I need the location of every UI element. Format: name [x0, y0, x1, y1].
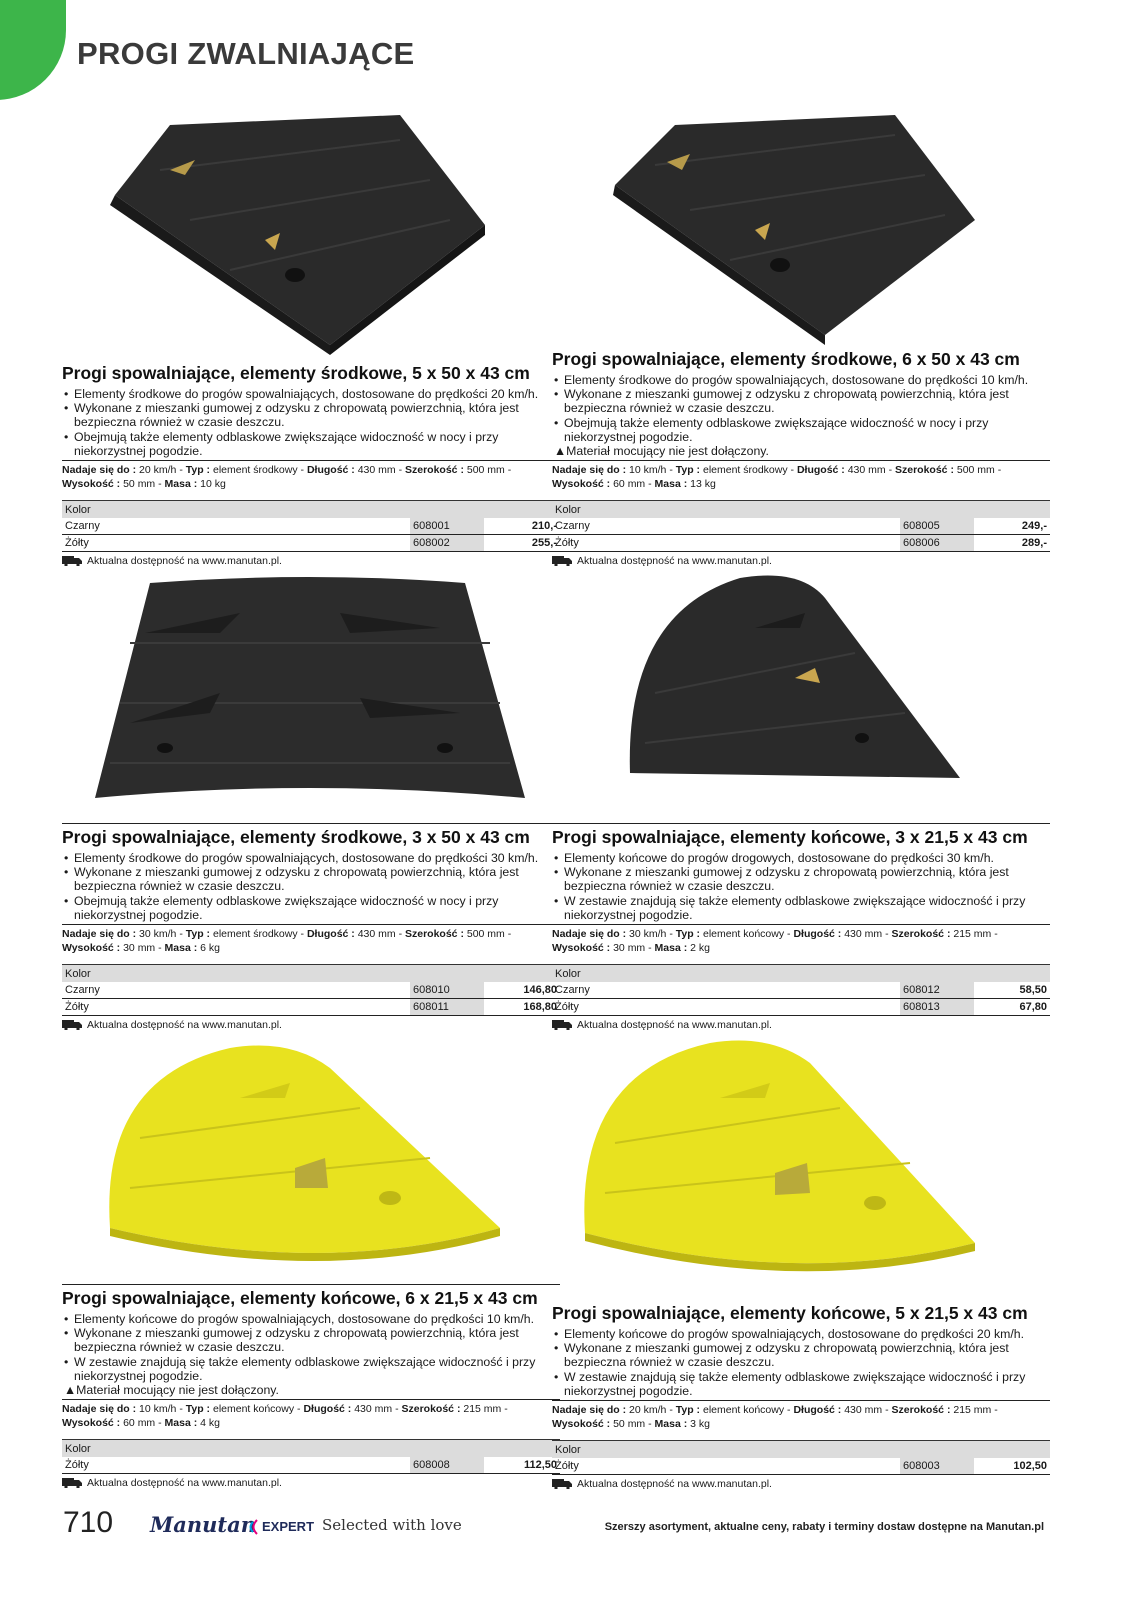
product-title: Progi spowalniające, elementy końcowe, 3 x 21,5 x 43 cm: [552, 823, 1050, 848]
table-row[interactable]: Czarny 608010 146,80: [62, 982, 560, 999]
availability-note[interactable]: Aktualna dostępność na www.manutan.pl.: [552, 555, 1050, 567]
page-footer: [0, 1506, 1139, 1546]
table-header: Kolor: [552, 501, 1050, 519]
brand-logo: Manutan: [150, 1512, 256, 1537]
feature-item: • W zestawie znajdują się także elementy odblaskowe zwiększające widoczność i przy niekorzystnej pogodzie.: [552, 1370, 1050, 1398]
product-title: Progi spowalniające, elementy środkowe, 5 x 50 x 43 cm: [62, 363, 530, 383]
feature-item: • W zestawie znajdują się także elementy odblaskowe zwiększające widoczność i przy niekorzystnej pogodzie.: [62, 1355, 560, 1383]
price-table: [62, 1439, 560, 1474]
truck-icon: [62, 1478, 82, 1488]
product-spec: Nadaje się do : 30 km/h - Typ : element środkowy - Długość : 430 mm - Szerokość : 500 mm - Wysokość : 30 mm - Masa : 6 kg: [62, 924, 560, 955]
price-table: [62, 964, 560, 1016]
product-image-608001: [100, 110, 500, 355]
product-block: [62, 823, 560, 1031]
feature-item: • Wykonane z mieszanki gumowej z odzysku z chropowatą powierzchnią, która jest bezpieczna również w czasie deszczu.: [62, 401, 560, 429]
truck-icon: [552, 556, 572, 566]
table-row[interactable]: Żółty 608002 255,-: [62, 535, 560, 552]
table-row[interactable]: Czarny 608012 58,50: [552, 982, 1050, 999]
product-image-608005: [605, 110, 1005, 345]
table-header: Kolor: [552, 965, 1050, 983]
feature-item: • Elementy środkowe do progów spowalniających, dostosowane do prędkości 30 km/h.: [62, 851, 560, 865]
availability-note[interactable]: Aktualna dostępność na www.manutan.pl.: [62, 1019, 560, 1031]
price-table: [62, 500, 560, 552]
feature-item: • Obejmują także elementy odblaskowe zwiększające widoczność w nocy i przy niekorzystnej pogodzie.: [62, 430, 560, 458]
product-title: Progi spowalniające, elementy końcowe, 5 x 21,5 x 43 cm: [552, 1303, 1028, 1323]
table-row[interactable]: Żółty 608006 289,-: [552, 535, 1050, 552]
table-header: Kolor: [62, 1440, 560, 1458]
product-block: [552, 346, 1050, 567]
product-block: [552, 1300, 1050, 1490]
price-table: [552, 500, 1050, 552]
price-table: [552, 964, 1050, 1016]
product-block: [62, 1284, 560, 1489]
table-row[interactable]: Czarny 608001 210,-: [62, 518, 560, 535]
feature-item: • Wykonane z mieszanki gumowej z odzysku z chropowatą powierzchnią, która jest bezpieczna również w czasie deszczu.: [62, 865, 560, 893]
availability-note[interactable]: Aktualna dostępność na www.manutan.pl.: [62, 555, 560, 567]
corner-accent: [0, 0, 66, 100]
table-header: Kolor: [62, 501, 560, 519]
price-table: [552, 1440, 1050, 1475]
page-number: 710: [63, 1506, 114, 1539]
product-title: Progi spowalniające, elementy środkowe, 3 x 50 x 43 cm: [62, 823, 560, 848]
table-row[interactable]: Żółty 608011 168,80: [62, 999, 560, 1016]
product-spec: Nadaje się do : 20 km/h - Typ : element końcowy - Długość : 430 mm - Szerokość : 215 mm - Wysokość : 50 mm - Masa : 3 kg: [552, 1400, 1050, 1431]
brand-sub: EXPERT: [262, 1519, 315, 1534]
availability-note[interactable]: Aktualna dostępność na www.manutan.pl.: [62, 1477, 560, 1489]
product-image-608012: [625, 573, 975, 808]
feature-item: • Wykonane z mieszanki gumowej z odzysku z chropowatą powierzchnią, która jest bezpieczna również w czasie deszczu.: [552, 865, 1050, 893]
page-title: PROGI ZWALNIAJĄCE: [77, 36, 415, 71]
feature-item: • Elementy końcowe do progów spowalniających, dostosowane do prędkości 10 km/h.: [62, 1312, 560, 1326]
feature-item: • Elementy środkowe do progów spowalniających, dostosowane do prędkości 20 km/h.: [62, 387, 560, 401]
product-spec: Nadaje się do : 10 km/h - Typ : element środkowy - Długość : 430 mm - Szerokość : 500 mm - Wysokość : 60 mm - Masa : 13 kg: [552, 460, 1050, 491]
truck-icon: [552, 1479, 572, 1489]
table-header: Kolor: [62, 965, 560, 983]
availability-note[interactable]: Aktualna dostępność na www.manutan.pl.: [552, 1019, 1050, 1031]
footnote[interactable]: Szerszy asortyment, aktualne ceny, rabaty i terminy dostaw dostępne na Manutan.pl: [604, 1521, 1044, 1533]
table-row[interactable]: Czarny 608005 249,-: [552, 518, 1050, 535]
mounting-note: ▲Materiał mocujący nie jest dołączony.: [64, 1383, 279, 1398]
feature-item: • W zestawie znajdują się także elementy odblaskowe zwiększające widoczność i przy niekorzystnej pogodzie.: [552, 894, 1050, 922]
feature-item: • Elementy środkowe do progów spowalniających, dostosowane do prędkości 10 km/h.: [552, 373, 1050, 387]
truck-icon: [552, 1020, 572, 1030]
truck-icon: [62, 556, 82, 566]
brand-waves-icon: [247, 1519, 261, 1535]
feature-item: • Wykonane z mieszanki gumowej z odzysku z chropowatą powierzchnią, która jest bezpieczna również w czasie deszczu.: [552, 1341, 1050, 1369]
product-image-608008: [100, 1038, 505, 1273]
table-row[interactable]: Żółty 608013 67,80: [552, 999, 1050, 1016]
table-row[interactable]: Żółty 608003 102,50: [552, 1458, 1050, 1475]
feature-item: • Elementy końcowe do progów drogowych, dostosowane do prędkości 30 km/h.: [552, 851, 1050, 865]
feature-item: • Wykonane z mieszanki gumowej z odzysku z chropowatą powierzchnią, która jest bezpieczna również w czasie deszczu.: [62, 1326, 560, 1354]
slogan: Selected with love: [322, 1516, 462, 1534]
table-header: Kolor: [552, 1441, 1050, 1459]
product-spec: Nadaje się do : 10 km/h - Typ : element końcowy - Długość : 430 mm - Szerokość : 215 mm - Wysokość : 60 mm - Masa : 4 kg: [62, 1399, 560, 1430]
product-spec: Nadaje się do : 20 km/h - Typ : element środkowy - Długość : 430 mm - Szerokość : 500 mm - Wysokość : 50 mm - Masa : 10 kg: [62, 460, 560, 491]
table-row[interactable]: Żółty 608008 112,50: [62, 1457, 560, 1474]
feature-item: • Wykonane z mieszanki gumowej z odzysku z chropowatą powierzchnią, która jest bezpieczna również w czasie deszczu.: [552, 387, 1050, 415]
product-spec: Nadaje się do : 30 km/h - Typ : element końcowy - Długość : 430 mm - Szerokość : 215 mm - Wysokość : 30 mm - Masa : 2 kg: [552, 924, 1050, 955]
feature-item: • Obejmują także elementy odblaskowe zwiększające widoczność w nocy i przy niekorzystnej pogodzie.: [62, 894, 560, 922]
product-block: [552, 823, 1050, 1031]
truck-icon: [62, 1020, 82, 1030]
mounting-note: ▲Materiał mocujący nie jest dołączony.: [554, 444, 769, 459]
feature-item: • Obejmują także elementy odblaskowe zwiększające widoczność w nocy i przy niekorzystnej pogodzie.: [552, 416, 1050, 444]
product-block: [62, 360, 560, 567]
product-title: Progi spowalniające, elementy końcowe, 6 x 21,5 x 43 cm: [62, 1284, 560, 1309]
availability-note[interactable]: Aktualna dostępność na www.manutan.pl.: [552, 1478, 1050, 1490]
product-image-608010: [90, 573, 530, 808]
product-title: Progi spowalniające, elementy środkowe, 6 x 50 x 43 cm: [552, 349, 1020, 369]
product-image-608003: [575, 1033, 985, 1283]
feature-item: • Elementy końcowe do progów spowalniających, dostosowane do prędkości 20 km/h.: [552, 1327, 1050, 1341]
